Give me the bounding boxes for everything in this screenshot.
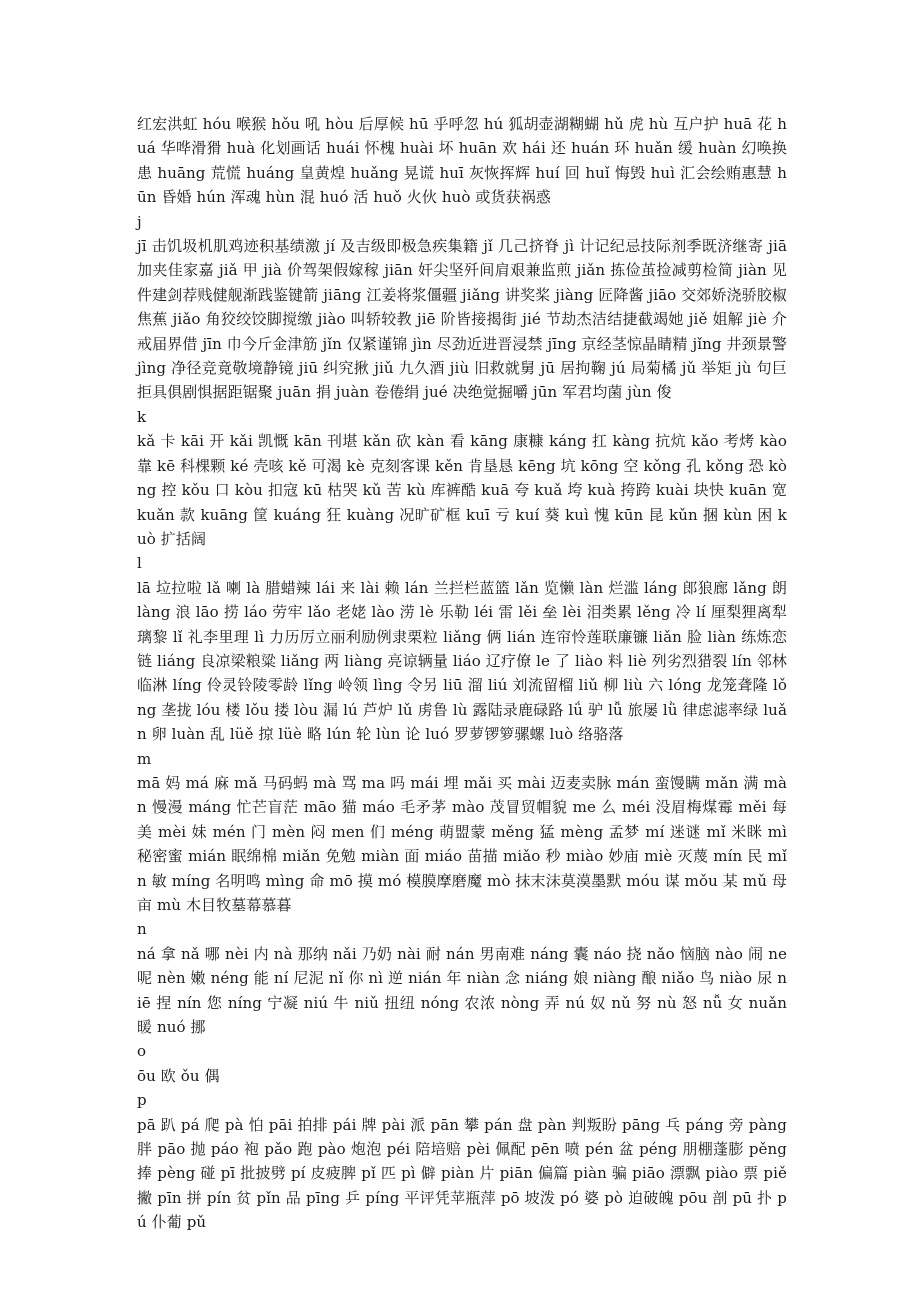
paragraph-p: pā 趴 pá 爬 pà 怕 pāi 拍排 pái 牌 pài 派 pān 攀 pán 盘 pàn 判叛盼 pāng 乓 páng 旁 pàng 胖 pāo 抛 páo 袍 pǎo 跑 pào 炮泡 péi 陪培赔 pèi 佩配 pēn 喷 pén 盆 péng 朋棚蓬膨 pěng 捧 pèng 碰 pī 批披劈 pí 皮疲脾 pǐ 匹 pì 僻 piàn 片 piān 偏篇 piàn 骗 piāo 漂飘 piào 票 piě 撇 pīn 拼 pín 贫 pǐn 品 pīng 乒 píng 平评凭苹瓶萍 pō 坡泼 pó 婆 pò 迫破魄 pōu 剖 pū 扑 pú 仆葡 pǔ bbox=[137, 1115, 787, 1232]
letter-heading-l: l bbox=[137, 554, 142, 573]
paragraph-h: 红宏洪虹 hóu 喉猴 hǒu 吼 hòu 后厚候 hū 乎呼忽 hú 狐胡壶湖糊蝴 hǔ 虎 hù 互户护 huā 花 huá 华哗滑猾 huà 化划画话 huái 怀槐 huài 坏 huān 欢 hái 还 huán 环 huǎn 缓 huàn 幻唤换患 huāng 荒慌 huáng 皇黄煌 huǎng 晃谎 huī 灰恢挥辉 huí 回 huǐ 悔毁 huì 汇会绘贿惠慧 hūn 昏婚 hún 浑魂 hùn 混 huó 活 huǒ 火伙 huò 或货获祸惑 bbox=[137, 115, 787, 207]
letter-heading-p: p bbox=[137, 1091, 147, 1110]
letter-heading-k: k bbox=[137, 407, 147, 426]
letter-heading-m: m bbox=[137, 749, 152, 768]
paragraph-n: ná 拿 nǎ 哪 nèi 内 nà 那纳 nǎi 乃奶 nài 耐 nán 男南难 náng 囊 náo 挠 nǎo 恼脑 nào 闹 ne 呢 nèn 嫩 néng 能 ní 尼泥 nǐ 你 nì 逆 nián 年 niàn 念 niáng 娘 niàng 酿 niǎo 鸟 niào 尿 niē 捏 nín 您 níng 宁凝 niú 牛 niǔ 扭纽 nóng 农浓 nòng 弄 nú 奴 nǔ 努 nù 怒 nǚ 女 nuǎn 暖 nuó 挪 bbox=[137, 944, 787, 1037]
letter-heading-o: o bbox=[137, 1042, 147, 1061]
letter-heading-n: n bbox=[137, 920, 147, 939]
paragraph-k: kǎ 卡 kāi 开 kǎi 凯慨 kān 刊堪 kǎn 砍 kàn 看 kāng 康糠 káng 扛 kàng 抗炕 kǎo 考烤 kào 靠 kē 科棵颗 ké 壳咳 kě 可渴 kè 克刻客课 kěn 肯垦恳 kēng 坑 kōng 空 kǒng 孔 kǒng 恐 kòng 控 kǒu 口 kòu 扣寇 kū 枯哭 kǔ 苦 kù 库裤酷 kuā 夸 kuǎ 垮 kuà 挎跨 kuài 块快 kuān 宽 kuǎn 款 kuāng 筐 kuáng 狂 kuàng 况旷矿框 kuī 亏 kuí 葵 kuì 愧 kūn 昆 kǔn 捆 kùn 困 kuò 扩括阔 bbox=[137, 432, 787, 548]
letter-heading-j: j bbox=[137, 212, 142, 231]
paragraph-j: jī 击饥圾机肌鸡迹积基绩激 jí 及吉级即极急疾集籍 jǐ 几己挤脊 jì 计记纪忌技际剂季既济继寄 jiā 加夹佳家嘉 jiǎ 甲 jià 价驾架假嫁稼 jiān 奸尖坚歼间肩艰兼监煎 jiǎn 拣俭茧捡减剪检简 jiàn 见件建剑荐贱健舰渐践鉴键箭 jiāng 江姜将浆僵疆 jiǎng 讲奖桨 jiàng 匠降酱 jiāo 交郊娇浇骄胶椒焦蕉 jiǎo 角狡绞饺脚搅缴 jiào 叫轿较教 jiē 阶皆接揭街 jié 节劫杰洁结捷截竭她 jiě 姐解 jiè 介戒届界借 jīn 巾今斤金津筋 jǐn 仅紧谨锦 jìn 尽劲近进晋浸禁 jīng 京经茎惊晶睛精 jǐng 井颈景警 jìng 净径竞竟敬境静镜 jiū 纠究揪 jiǔ 九久酒 jiù 旧救就舅 jū 居拘鞠 jú 局菊橘 jǔ 举矩 jù 句巨拒具俱剧惧据距锯聚 juān 捐 juàn 卷倦绢 jué 决绝觉掘嚼 jūn 军君均菌 jùn 俊 bbox=[137, 237, 787, 402]
paragraph-l: lā 垃拉啦 lǎ 喇 là 腊蜡辣 lái 来 lài 赖 lán 兰拦栏蓝篮 lǎn 览懒 làn 烂滥 láng 郎狼廊 lǎng 朗 làng 浪 lāo 捞 láo 劳牢 lǎo 老姥 lào 涝 lè 乐勒 léi 雷 lěi 垒 lèi 泪类累 lěng 冷 lí 厘梨狸离犁璃黎 lǐ 礼李里理 lì 力历厉立丽利励例隶栗粒 liǎng 俩 lián 连帘怜莲联廉镰 liǎn 脸 liàn 练炼恋链 liáng 良凉梁粮粱 liǎng 两 liàng 亮谅辆量 liáo 辽疗僚 le 了 liào 料 liè 列劣烈猎裂 lín 邻林临淋 líng 伶灵铃陵零龄 lǐng 岭领 lìng 令另 liū 溜 liú 刘流留榴 liǔ 柳 liù 六 lóng 龙笼聋隆 lǒng 垄拢 lóu 楼 lǒu 搂 lòu 漏 lú 芦炉 lǔ 虏鲁 lù 露陆录鹿碌路 lǘ 驴 lǚ 旅屡 lǜ 律虑滤率绿 luǎn 卵 luàn 乱 lüě 掠 lüè 略 lún 轮 lùn 论 luó 罗萝锣箩骡螺 luò 络骆落 bbox=[137, 578, 787, 744]
paragraph-o: ōu 欧 ǒu 偶 bbox=[137, 1066, 220, 1085]
paragraph-m: mā 妈 má 麻 mǎ 马码蚂 mà 骂 ma 吗 mái 埋 mǎi 买 mài 迈麦卖脉 mán 蛮馒瞒 mǎn 满 màn 慢漫 máng 忙芒盲茫 māo 猫 máo 毛矛茅 mào 茂冒贸帽貌 me 么 méi 没眉梅煤霉 měi 每美 mèi 妹 mén 门 mèn 闷 men 们 méng 萌盟蒙 měng 猛 mèng 孟梦 mí 迷谜 mǐ 米眯 mì 秘密蜜 mián 眠绵棉 miǎn 免勉 miàn 面 miáo 苗描 miǎo 秒 miào 妙庙 miè 灭蔑 mín 民 mǐn 敏 míng 名明鸣 mìng 命 mō 摸 mó 模膜摩磨魔 mò 抹末沫莫漠墨默 móu 谋 mǒu 某 mǔ 母亩 mù 木目牧墓幕慕暮 bbox=[137, 773, 787, 914]
document-body bbox=[137, 112, 787, 1235]
